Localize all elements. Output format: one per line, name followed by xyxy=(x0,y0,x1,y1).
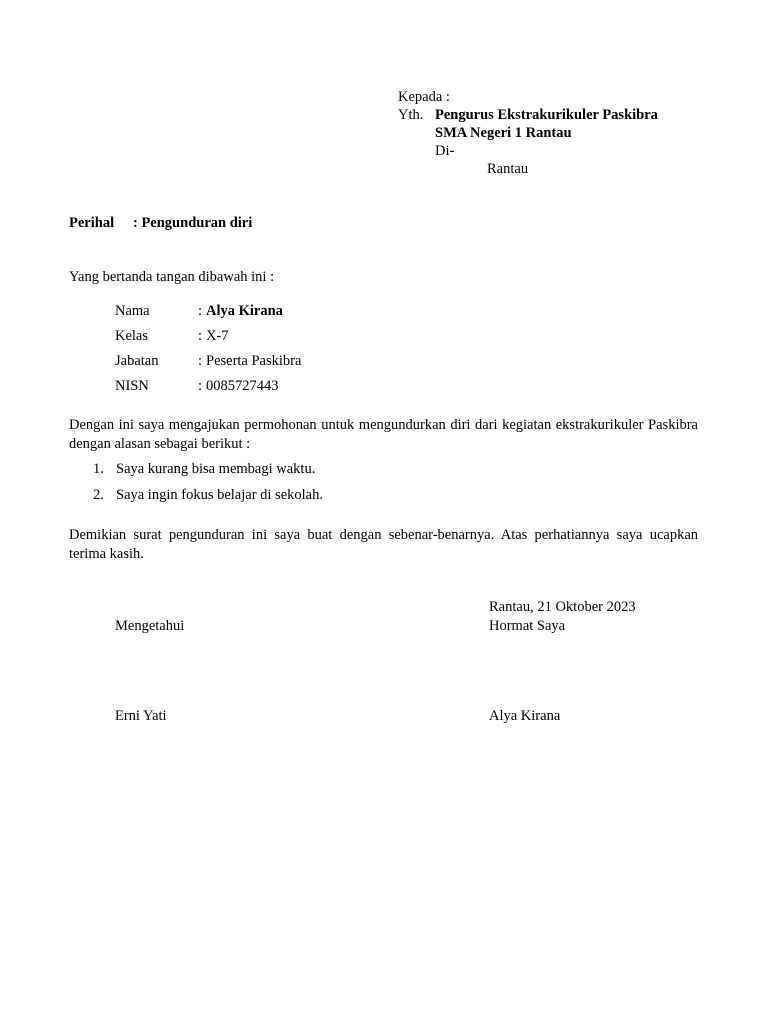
signature-right-title: Hormat Saya xyxy=(489,618,566,634)
identity-colon: : xyxy=(198,303,203,319)
recipient-line1: Pengurus Ekstrakurikuler Paskibra xyxy=(435,107,658,123)
identity-value-nisn: 0085727443 xyxy=(206,378,279,394)
identity-value-jabatan: Peserta Paskibra xyxy=(206,353,302,369)
identity-colon: : xyxy=(198,328,203,344)
recipient-line2: SMA Negeri 1 Rantau xyxy=(435,125,572,141)
identity-label-jabatan: Jabatan xyxy=(115,353,159,369)
signature-left-name: Erni Yati xyxy=(115,708,167,724)
identity-label-kelas: Kelas xyxy=(115,328,149,344)
identity-value-nama: Alya Kirana xyxy=(206,303,283,319)
reason-text: Saya ingin fokus belajar di sekolah. xyxy=(116,487,323,503)
reason-text: Saya kurang bisa membagi waktu. xyxy=(116,461,316,477)
closing-paragraph: Demikian surat pengunduran ini saya buat dengan sebenar-benarnya. Atas perhatiannya saya ucapkan terima kasih. xyxy=(69,527,698,562)
recipient-yth: Yth. xyxy=(398,107,424,123)
intro-text: Yang bertanda tangan dibawah ini : xyxy=(69,269,275,285)
identity-label-nama: Nama xyxy=(115,303,150,319)
signature-right-name: Alya Kirana xyxy=(489,708,561,724)
body-paragraph: Dengan ini saya mengajukan permohonan untuk mengundurkan diri dari kegiatan ekstrakurikuler Paskibra dengan alasan sebagai berikut : xyxy=(69,417,698,452)
identity-colon: : xyxy=(198,378,203,394)
subject-value: : Pengunduran diri xyxy=(133,215,253,231)
reason-number: 2. xyxy=(93,487,104,503)
subject-label: Perihal xyxy=(69,215,115,231)
recipient-di: Di- xyxy=(435,143,455,159)
signature-left-title: Mengetahui xyxy=(115,618,185,634)
recipient-city: Rantau xyxy=(487,161,529,177)
identity-value-kelas: X-7 xyxy=(206,328,229,344)
identity-label-nisn: NISN xyxy=(115,378,149,394)
place-date: Rantau, 21 Oktober 2023 xyxy=(489,599,636,615)
identity-colon: : xyxy=(198,353,203,369)
reason-number: 1. xyxy=(93,461,104,477)
recipient-kepada: Kepada : xyxy=(398,89,450,105)
